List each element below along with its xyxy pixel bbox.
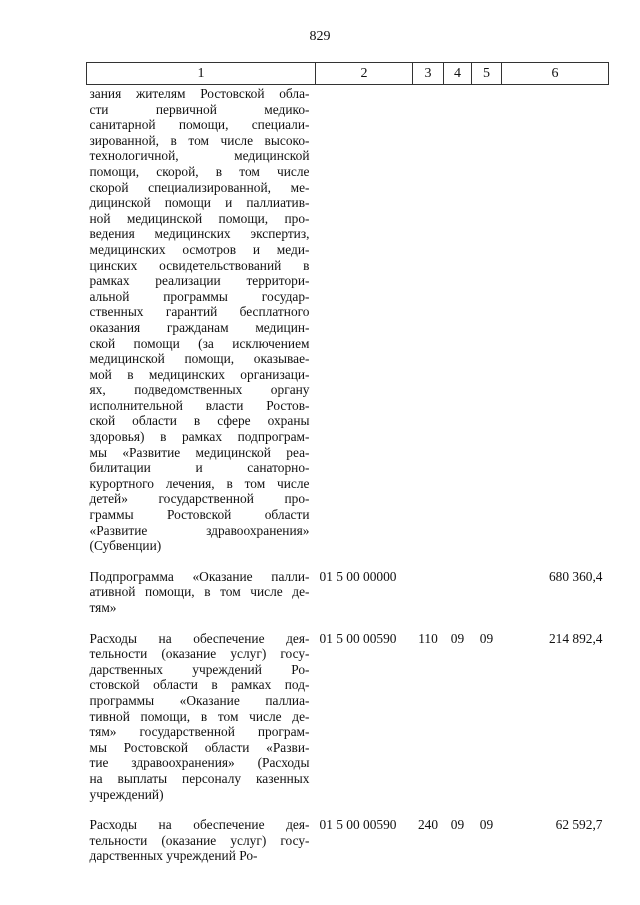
header-col-4: 4: [444, 63, 472, 85]
description-line: программы «Оказание паллиа-: [89, 692, 310, 708]
description-line: скорой специализированной, ме-: [89, 179, 310, 195]
description-line: ативной помощи, в том числе де-: [89, 584, 310, 600]
row-amount: 680 360,4: [548, 568, 603, 584]
row-pr: 09: [479, 817, 494, 833]
row-vr: 240: [417, 817, 439, 833]
description-line: тельности (оказание услуг) госу-: [89, 832, 310, 848]
row-code: 01 5 00 00000: [319, 568, 397, 584]
row-rz: 09: [450, 630, 465, 646]
row-rz: [444, 85, 472, 554]
description-line: помощи, скорой, в том числе: [89, 163, 310, 179]
page-number: 829: [309, 29, 331, 44]
row-pr: [472, 554, 502, 616]
description-line: «Развитие здравоохранения»: [89, 522, 310, 538]
row-vr: 110: [418, 630, 438, 646]
description-line: ственных гарантий бесплатного: [89, 304, 310, 320]
table-body: [87, 85, 609, 864]
description-line: мы «Развитие медицинской реа-: [89, 444, 310, 460]
description-line: медицинской помощи, оказывае-: [89, 351, 310, 367]
row-code: [316, 85, 413, 554]
description-line: мы Ростовской области «Разви-: [89, 739, 310, 755]
description-line: медицинских осмотров и меди-: [89, 241, 310, 257]
row-code: 01 5 00 00590: [319, 630, 397, 646]
row-description: [87, 616, 316, 803]
row-amount: 214 892,4: [548, 630, 603, 646]
row-vr: [413, 85, 444, 554]
row-description: [87, 554, 316, 616]
description-line: тям»: [89, 600, 117, 615]
row-pr: [472, 85, 502, 554]
description-line: Расходы на обеспечение дея-: [89, 630, 310, 646]
row-code: 01 5 00 00590: [319, 817, 397, 833]
description-line: санитарной помощи, специали-: [89, 117, 310, 133]
row-rz: 09: [450, 817, 465, 833]
header-col-2: 2: [316, 63, 413, 85]
description-line: курортного лечения, в том числе: [89, 475, 310, 491]
description-line: на выплаты персоналу казенных: [89, 770, 310, 786]
description-line: дарственных учреждений Ро-: [89, 661, 310, 677]
description-line: учреждений): [89, 786, 164, 802]
description-line: ях, подведомственных органу: [89, 382, 310, 398]
row-rz: [444, 554, 472, 616]
description-line: граммы Ростовской области: [89, 507, 310, 523]
description-line: сти первичной медико-: [89, 101, 310, 117]
description-line: технологичной, медицинской: [89, 148, 310, 164]
header-col-5: 5: [472, 63, 502, 85]
description-line: тивной помощи, в том числе де-: [89, 708, 310, 724]
table-row: [87, 802, 609, 864]
description-line: тие здравоохранения» (Расходы: [89, 755, 310, 771]
row-amount: 62 592,7: [555, 817, 603, 833]
description-line: детей» государственной про-: [89, 491, 310, 507]
description-line: дицинской помощи и паллиатив-: [89, 195, 310, 211]
description-line: дарственных учреждений Ро-: [89, 848, 258, 864]
header-col-3: 3: [413, 63, 444, 85]
description-line: стовской области в рамках под-: [89, 677, 310, 693]
description-line: зания жителям Ростовской обла-: [89, 86, 310, 101]
budget-table: [86, 62, 609, 864]
header-col-1: 1: [87, 63, 316, 85]
description-line: цинских освидетельствований в: [89, 257, 310, 273]
description-line: рамках реализации территори-: [89, 273, 310, 289]
row-vr: [413, 554, 444, 616]
table-row: [87, 554, 609, 616]
row-amount: [502, 85, 609, 554]
description-line: ной медицинской помощи, про-: [89, 210, 310, 226]
header-col-6: 6: [502, 63, 609, 85]
description-line: ской помощи (за исключением: [89, 335, 310, 351]
row-description: [87, 85, 316, 554]
description-line: альной программы государ-: [89, 288, 310, 304]
table-row: [87, 85, 609, 554]
description-line: ведения медицинских экспертиз,: [89, 226, 310, 242]
table-row: [87, 616, 609, 803]
description-line: тельности (оказание услуг) госу-: [89, 646, 310, 662]
description-line: здоровья) в рамках подпрограм-: [89, 429, 310, 445]
row-pr: 09: [479, 630, 494, 646]
description-line: Подпрограмма «Оказание палли-: [89, 568, 310, 584]
table-header: [87, 63, 609, 85]
header-row: [87, 63, 609, 85]
description-line: оказания гражданам медицин-: [89, 319, 310, 335]
description-line: Расходы на обеспечение дея-: [89, 817, 310, 833]
row-description: [87, 802, 316, 864]
description-line: зированной, в том числе высоко-: [89, 132, 310, 148]
description-line: тям» государственной програм-: [89, 724, 310, 740]
description-line: (Субвенции): [89, 538, 162, 554]
description-line: мой в медицинских организаци-: [89, 366, 310, 382]
description-line: исполнительной власти Ростов-: [89, 397, 310, 413]
description-line: билитации и санаторно-: [89, 460, 310, 476]
description-line: ской области в сфере охраны: [89, 413, 310, 429]
